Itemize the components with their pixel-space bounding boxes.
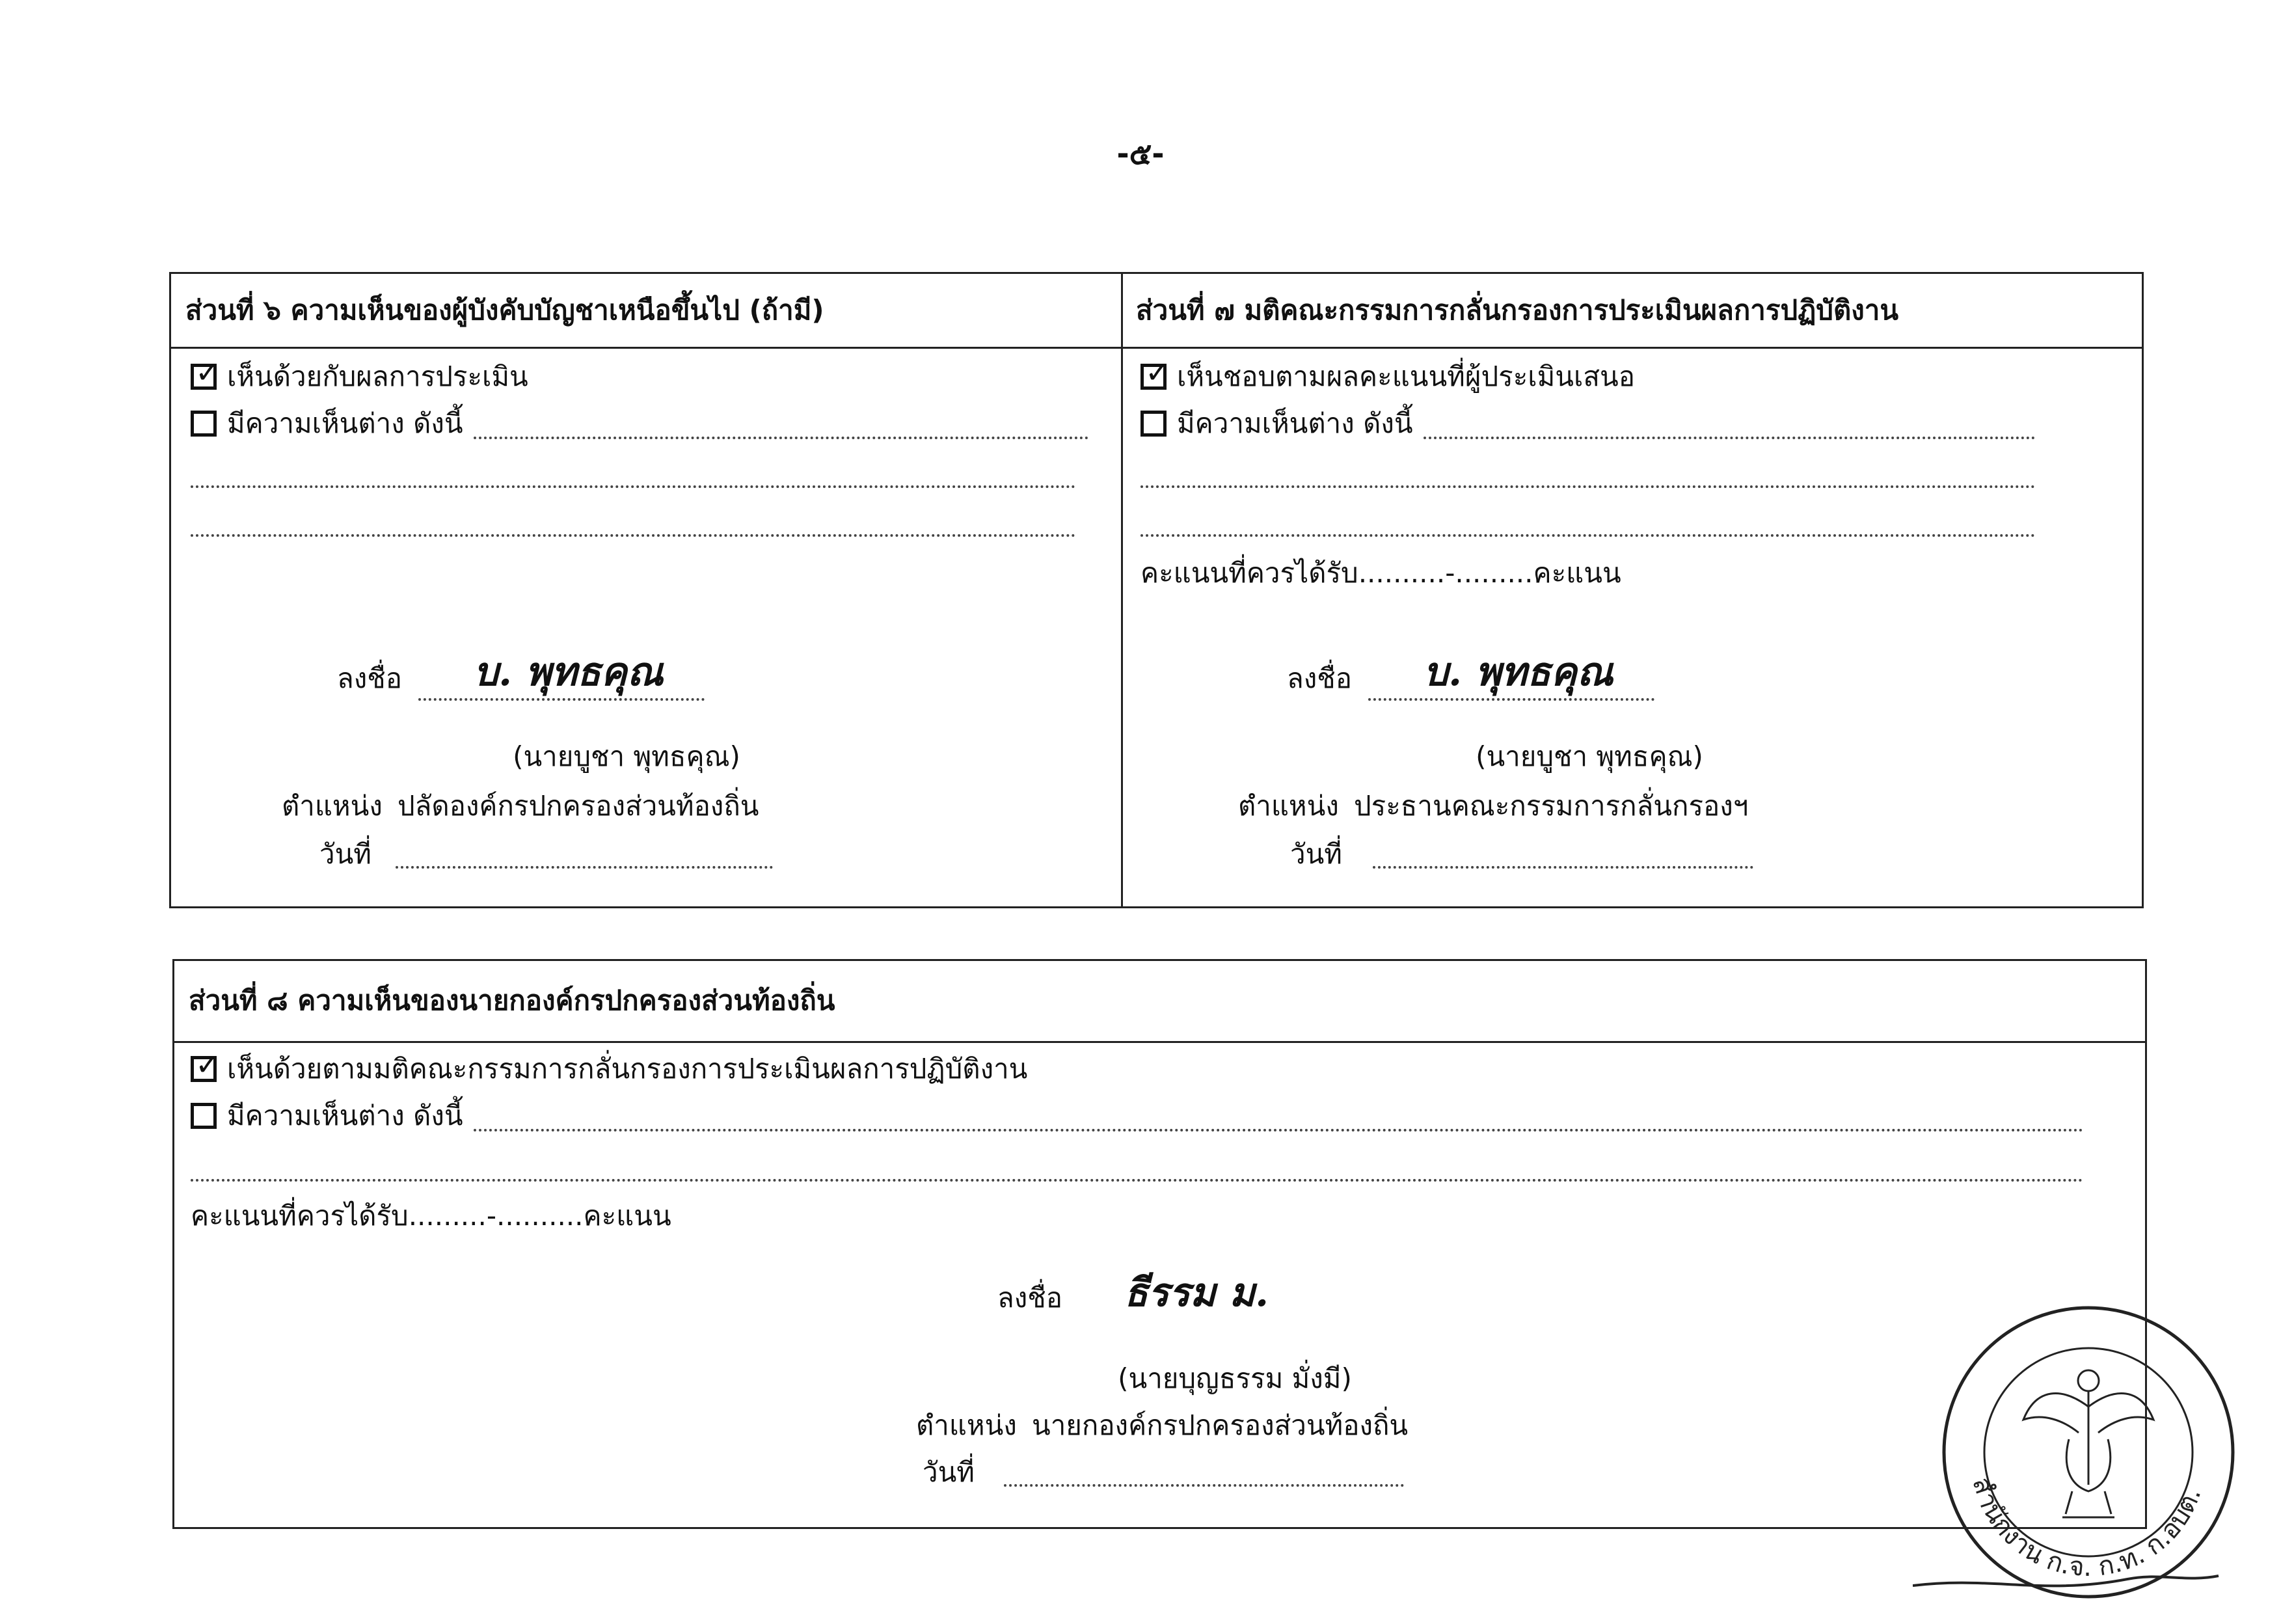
part6-date-dots[interactable] — [396, 866, 773, 869]
part8-date-label: วันที่ — [923, 1456, 975, 1488]
part7-score-line: คะแนนที่ควรได้รับ..........-.........คะแนน — [1140, 557, 1621, 589]
part8-option-disagree-label: มีความเห็นต่าง ดังนี้ — [227, 1100, 463, 1131]
part8-score-line: คะแนนที่ควรได้รับ.........-..........คะแนน — [191, 1200, 671, 1232]
part7-dotted-line-1[interactable] — [1424, 437, 2035, 439]
part8-date-dots[interactable] — [1004, 1484, 1404, 1487]
part8-option-disagree — [191, 1096, 463, 1135]
part6-dotted-line-2[interactable] — [191, 485, 1075, 488]
part8-header — [174, 961, 2145, 1043]
part6-header-text: ส่วนที่ ๖ ความเห็นของผู้บังคับบัญชาเหนือขึ้นไป (ถ้ามี) — [185, 294, 824, 326]
part7-option-agree — [1140, 357, 1635, 396]
part6-sign-dots[interactable] — [418, 698, 705, 701]
part8-dotted-line-1[interactable] — [474, 1129, 2084, 1131]
part7-dotted-line-2[interactable] — [1140, 485, 2035, 488]
part6-dotted-line-3[interactable] — [191, 534, 1075, 537]
part7-date-dots[interactable] — [1373, 866, 1753, 869]
part8-dotted-line-2[interactable] — [191, 1179, 2084, 1182]
part8-position-label: ตำแหน่ง — [916, 1409, 1017, 1441]
part7-date-label: วันที่ — [1290, 838, 1342, 870]
part7-position-label: ตำแหน่ง — [1238, 790, 1339, 822]
part8-option-agree-label: เห็นด้วยตามมติคณะกรรมการกลั่นกรองการประเมินผลการปฏิบัติงาน — [227, 1053, 1028, 1085]
part7-option-disagree — [1140, 404, 1413, 443]
part6-position-label: ตำแหน่ง — [282, 790, 383, 822]
checkbox-unchecked[interactable] — [191, 411, 217, 437]
part7-header — [1123, 274, 2142, 349]
checkmark-icon: ✓ — [195, 355, 221, 390]
part6-option-disagree-label: มีความเห็นต่าง ดังนี้ — [227, 407, 463, 439]
part6-date-label: วันที่ — [319, 838, 371, 870]
official-seal — [1913, 1290, 2264, 1615]
part6-7-box — [169, 272, 2144, 908]
checkbox-unchecked[interactable] — [1140, 411, 1167, 437]
checkmark-icon: ✓ — [195, 1047, 221, 1082]
part8-sign-label: ลงชื่อ — [997, 1282, 1062, 1314]
checkbox-checked[interactable] — [191, 1047, 221, 1082]
part8-name: (นายบุญธรรม มั่งมี) — [1118, 1362, 1352, 1394]
part6-sign-label: ลงชื่อ — [337, 662, 402, 694]
part7-sign-label: ลงชื่อ — [1287, 662, 1352, 694]
part7-position: ประธานคณะกรรมการกลั่นกรองฯ — [1354, 790, 1749, 822]
part6-header — [171, 274, 1121, 349]
checkbox-checked[interactable] — [1140, 355, 1170, 390]
part6-option-disagree — [191, 404, 463, 443]
part6-name: (นายบูชา พุทธคุณ) — [513, 740, 740, 772]
part7-header-text: ส่วนที่ ๗ มติคณะกรรมการกลั่นกรองการประเมินผลการปฏิบัติงาน — [1136, 294, 1899, 326]
part8-signature: ธีรรม ม. — [1124, 1270, 1269, 1316]
part7-signature: บ. พุทธคุณ — [1424, 649, 1613, 695]
seal-text-path: สำนักงาน ก.จ. ก.ท. ก.อบต. — [1966, 1473, 2207, 1583]
checkmark-icon: ✓ — [1145, 355, 1170, 390]
part6-option-agree-label: เห็นด้วยกับผลการประเมิน — [227, 360, 528, 392]
part7-sign-dots[interactable] — [1368, 698, 1654, 701]
part7-dotted-line-3[interactable] — [1140, 534, 2035, 537]
part6-signature: บ. พุทธคุณ — [474, 649, 664, 695]
part7-option-disagree-label: มีความเห็นต่าง ดังนี้ — [1177, 407, 1413, 439]
part6-position: ปลัดองค์กรปกครองส่วนท้องถิ่น — [398, 790, 759, 822]
part6-dotted-line-1[interactable] — [474, 437, 1088, 439]
page-number: -๕- — [1116, 136, 1165, 171]
column-divider — [1121, 274, 1123, 906]
part6-option-agree — [191, 357, 528, 396]
part8-box — [172, 959, 2147, 1529]
checkbox-unchecked[interactable] — [191, 1103, 217, 1129]
part7-option-agree-label: เห็นชอบตามผลคะแนนที่ผู้ประเมินเสนอ — [1177, 360, 1635, 392]
part8-position: นายกองค์กรปกครองส่วนท้องถิ่น — [1032, 1409, 1409, 1441]
part8-header-text: ส่วนที่ ๘ ความเห็นของนายกองค์กรปกครองส่วนท้องถิ่น — [189, 984, 835, 1016]
checkbox-checked[interactable] — [191, 355, 221, 390]
part7-name: (นายบูชา พุทธคุณ) — [1476, 740, 1703, 772]
part8-option-agree — [191, 1049, 1027, 1089]
garuda-emblem-icon — [2023, 1370, 2153, 1517]
